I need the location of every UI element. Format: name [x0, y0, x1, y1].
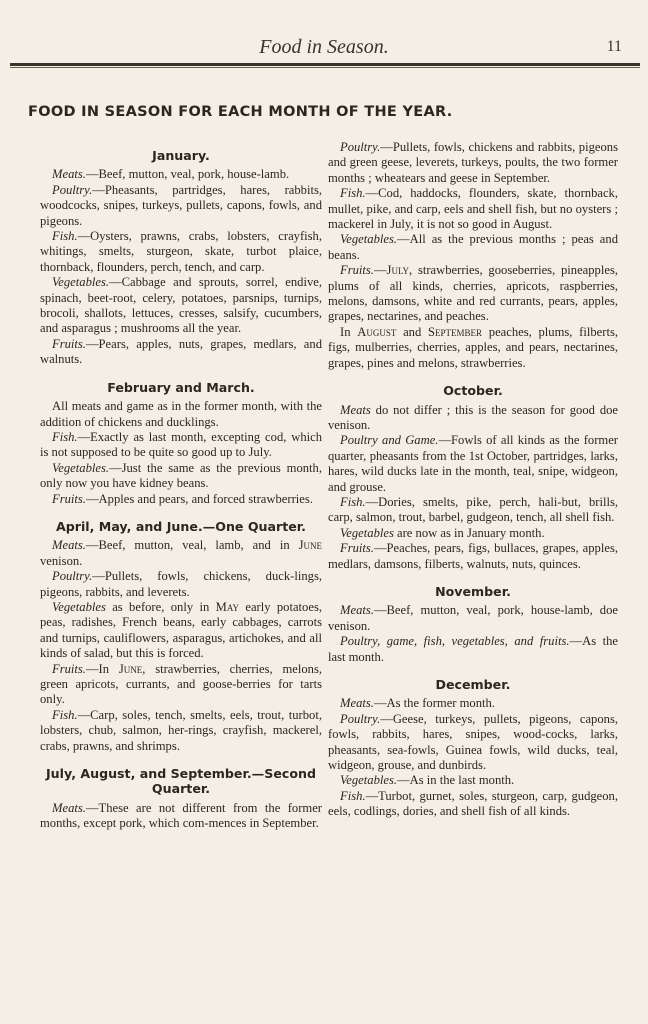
july-sept-poultry: Poultry.—Pullets, fowls, chickens and rabbits, pigeons and green geese, leverets, turkeys, poults, the two former months ; wheatears and geese in September.: [328, 140, 618, 185]
november-other: Poultry, game, fish, vegetables, and fruits.—As the last month.: [328, 634, 618, 664]
october-poultry: Poultry and Game.—Fowls of all kinds as the former quarter, pheasants from the 1st October, partridges, larks, hares, wild ducks late in the month, teal, snipe, widgeon, and grouse.: [328, 433, 619, 494]
july-sept-fish: Fish.—Cod, haddocks, flounders, skate, thornback, mullet, pike, and carp, eels and shell fish, but no oysters ; mackerel in July, it is not so good in August.: [328, 186, 618, 232]
july-sept-fruits: Fruits.—July, strawberries, gooseberries, pineapples, plums of all kinds, cherries, apricots, raspberries, melons, damsons, white and red currants, pears, apples, grapes, nectarines, and peaches.: [328, 263, 618, 324]
april-june-poultry: Poultry.—Pullets, fowls, chickens, duck-lings, pigeons, rabbits, and leverets.: [40, 569, 322, 599]
april-june-meats: Meats.—Beef, mutton, veal, lamb, and in June venison.: [40, 538, 322, 568]
section-heading-november: November.: [435, 583, 511, 599]
section-heading-october: October.: [443, 383, 503, 399]
section-heading-feb-march: February and March.: [107, 379, 255, 395]
left-column: [40, 142, 322, 832]
october-fish: Fish.—Dories, smelts, pike, perch, hali-but, brills, carp, salmon, trout, barbel, gudgeon, tench, all shell fish.: [328, 494, 618, 525]
feb-march-fish: Fish.—Exactly as last month, excepting cod, which is not supposed to be quite so good up to July.: [40, 429, 322, 460]
january-fruits: Fruits.—Pears, apples, nuts, grapes, medlars, and walnuts.: [40, 336, 322, 367]
april-june-vegetables: Vegetables as before, only in May early potatoes, peas, radishes, French beans, early cabbages, carrots and turnips, cauliflowers, asparagus, artichokes, and all kinds of salad, but this is forced.: [40, 599, 322, 661]
feb-march-vegetables: Vegetables.—Just the same as the previous month, only now you have kidney beans.: [40, 460, 322, 491]
july-sept-meats: Meats.—These are not different from the former months, except pork, which com-mences in September.: [40, 800, 322, 831]
october-meats: Meats do not differ ; this is the season for good doe venison.: [328, 402, 618, 432]
right-column: [328, 140, 618, 820]
feb-march-fruits: Fruits.—Apples and pears, and forced strawberries.: [52, 491, 313, 506]
page-title: FOOD IN SEASON FOR EACH MONTH OF THE YEAR.: [28, 104, 453, 120]
january-fish: Fish.—Oysters, prawns, crabs, lobsters, crayfish, whitings, smelts, sturgeon, skate, turbot plaice, thornback, flounders, perch, tench, and carp.: [40, 229, 322, 274]
january-meats: Meats.—Beef, mutton, veal, pork, house-lamb.: [52, 167, 290, 182]
december-meats: Meats.—As the former month.: [340, 696, 495, 711]
july-sept-vegetables: Vegetables.—All as the previous months ; peas and beans.: [328, 232, 618, 262]
section-heading-january: January.: [152, 148, 210, 163]
section-heading-july-sept: July, August, and September.—Second Quarter.: [46, 766, 316, 797]
december-vegetables: Vegetables.—As in the last month.: [340, 773, 515, 788]
feb-march-intro: All meats and game as in the former month, with the addition of chickens and ducklings.: [40, 399, 322, 429]
running-head: Food in Season.: [259, 36, 389, 58]
january-poultry: Poultry.—Pheasants, partridges, hares, rabbits, woodcocks, snipes, turkeys, pullets, capons, fowls, and pigeons.: [40, 182, 322, 228]
page-number: 11: [606, 38, 622, 55]
october-vegetables: Vegetables are now as in January month.: [340, 525, 545, 540]
header-rule: [10, 63, 640, 66]
january-vegetables: Vegetables.—Cabbage and sprouts, sorrel, endive, spinach, beet-root, celery, potatoes, parsnips, turnips, brocoli, shallots, lettuces, cresses, salsify, cucumbers, and asparagus ; mushrooms all the year.: [40, 275, 322, 336]
april-june-fish: Fish.—Carp, soles, tench, smelts, eels, trout, turbot, lobsters, chub, salmon, her-rings, crayfish, mackerel, crabs, prawns, and shrimps.: [40, 707, 322, 753]
december-poultry: Poultry.—Geese, turkeys, pullets, pigeons, capons, fowls, rabbits, hares, snipes, wood-cocks, larks, pheasants, sea-fowls, Guinea fowls, wild ducks, teal, widgeon, grouse, and dunbirds.: [328, 711, 618, 773]
section-heading-december: December.: [435, 677, 511, 692]
november-meats: Meats.—Beef, mutton, veal, pork, house-lamb, doe venison.: [328, 603, 618, 633]
header-rule-thin: [10, 67, 640, 68]
december-fish: Fish.—Turbot, gurnet, soles, sturgeon, carp, gudgeon, eels, codlings, dories, and shell fish of all kinds.: [328, 788, 618, 819]
april-june-fruits: Fruits.—In June, strawberries, cherries, melons, green apricots, currants, and goose-berries for tarts only.: [40, 661, 322, 707]
october-fruits: Fruits.—Peaches, pears, figs, bullaces, grapes, apples, medlars, damsons, filberts, walnuts, nuts, quinces.: [328, 541, 618, 571]
section-heading-april-june: April, May, and June.—One Quarter.: [56, 518, 306, 534]
july-sept-extra: In August and September peaches, plums, filberts, figs, mulberries, cherries, apples, and pears, nectarines, grapes, pines and melons, strawberries.: [328, 324, 619, 370]
